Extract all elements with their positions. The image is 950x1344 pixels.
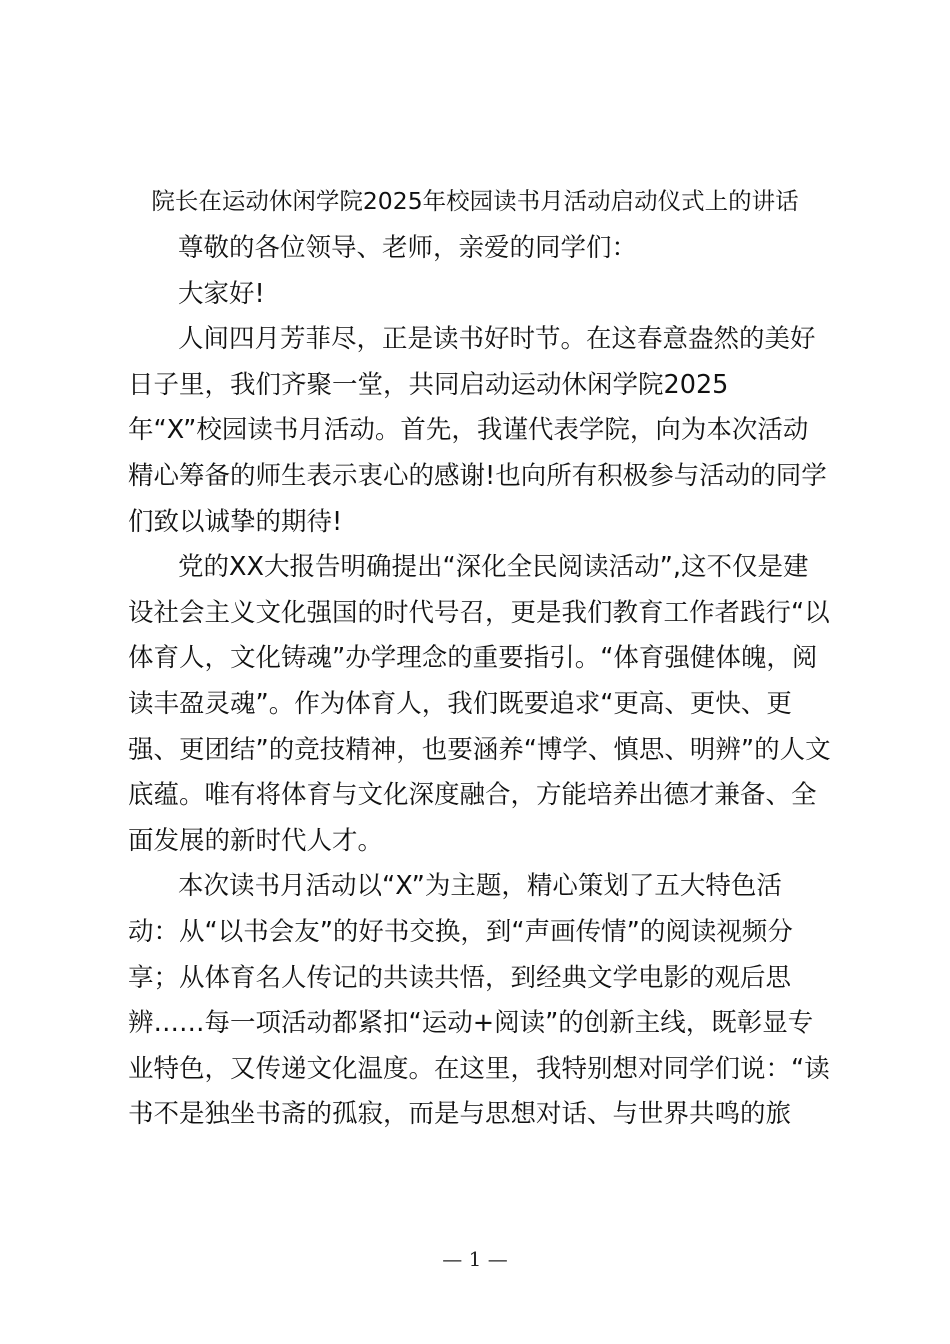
paragraph-1-line-5: 们致以诚挚的期待! <box>128 506 343 537</box>
paragraph-1-line-1: 人间四月芳菲尽，正是读书好时节。在这春意盎然的美好 <box>178 324 816 355</box>
paragraph-2-line-4: 读丰盈灵魂”。作为体育人，我们既要追求“更高、更快、更 <box>128 688 792 719</box>
paragraph-3-line-6: 书不是独坐书斋的孤寂，而是与思想对话、与世界共鸣的旅 <box>128 1099 792 1130</box>
paragraph-2-line-6: 底蕴。唯有将体育与文化深度融合，方能培养出德才兼备、全 <box>128 780 817 811</box>
paragraph-2-line-2: 设社会主义文化强国的时代号召，更是我们教育工作者践行“以 <box>128 597 830 628</box>
paragraph-2-line-7: 面发展的新时代人才。 <box>128 825 384 856</box>
paragraph-1-line-3: 年“X”校园读书月活动。首先，我谨代表学院，向为本次活动 <box>128 415 809 446</box>
speech-body <box>128 226 833 1138</box>
paragraph-3-line-4: 辨……每一项活动都紧扣“运动+阅读”的创新主线，既彰显专 <box>128 1008 814 1039</box>
paragraph-3-line-2: 动：从“以书会友”的好书交换，到“声画传情”的阅读视频分 <box>128 916 793 947</box>
page-number: — 1 — <box>442 1247 508 1271</box>
paragraph-2-line-5: 强、更团结”的竞技精神，也要涵养“博学、慎思、明辨”的人文 <box>128 734 831 765</box>
paragraph-3-line-5: 业特色，又传递文化温度。在这里，我特别想对同学们说：“读 <box>128 1053 830 1084</box>
paragraph-1-line-2: 日子里，我们齐聚一堂，共同启动运动休闲学院2025 <box>128 369 729 400</box>
greeting-line: 大家好! <box>178 278 265 309</box>
speech-title: 院长在运动休闲学院2025年校园读书月活动启动仪式上的讲话 <box>151 187 799 215</box>
paragraph-3-line-1: 本次读书月活动以“X”为主题，精心策划了五大特色活 <box>178 871 782 902</box>
paragraph-2-line-3: 体育人，文化铸魂”办学理念的重要指引。“体育强健体魄，阅 <box>128 643 818 674</box>
paragraph-2-line-1: 党的XX大报告明确提出“深化全民阅读活动”,这不仅是建 <box>178 552 809 583</box>
paragraph-1-line-4: 精心筹备的师生表示衷心的感谢!也向所有积极参与活动的同学 <box>128 460 827 491</box>
paragraph-3-line-3: 享；从体育名人传记的共读共悟，到经典文学电影的观后思 <box>128 962 792 993</box>
salutation-line: 尊敬的各位领导、老师，亲爱的同学们： <box>178 233 638 263</box>
